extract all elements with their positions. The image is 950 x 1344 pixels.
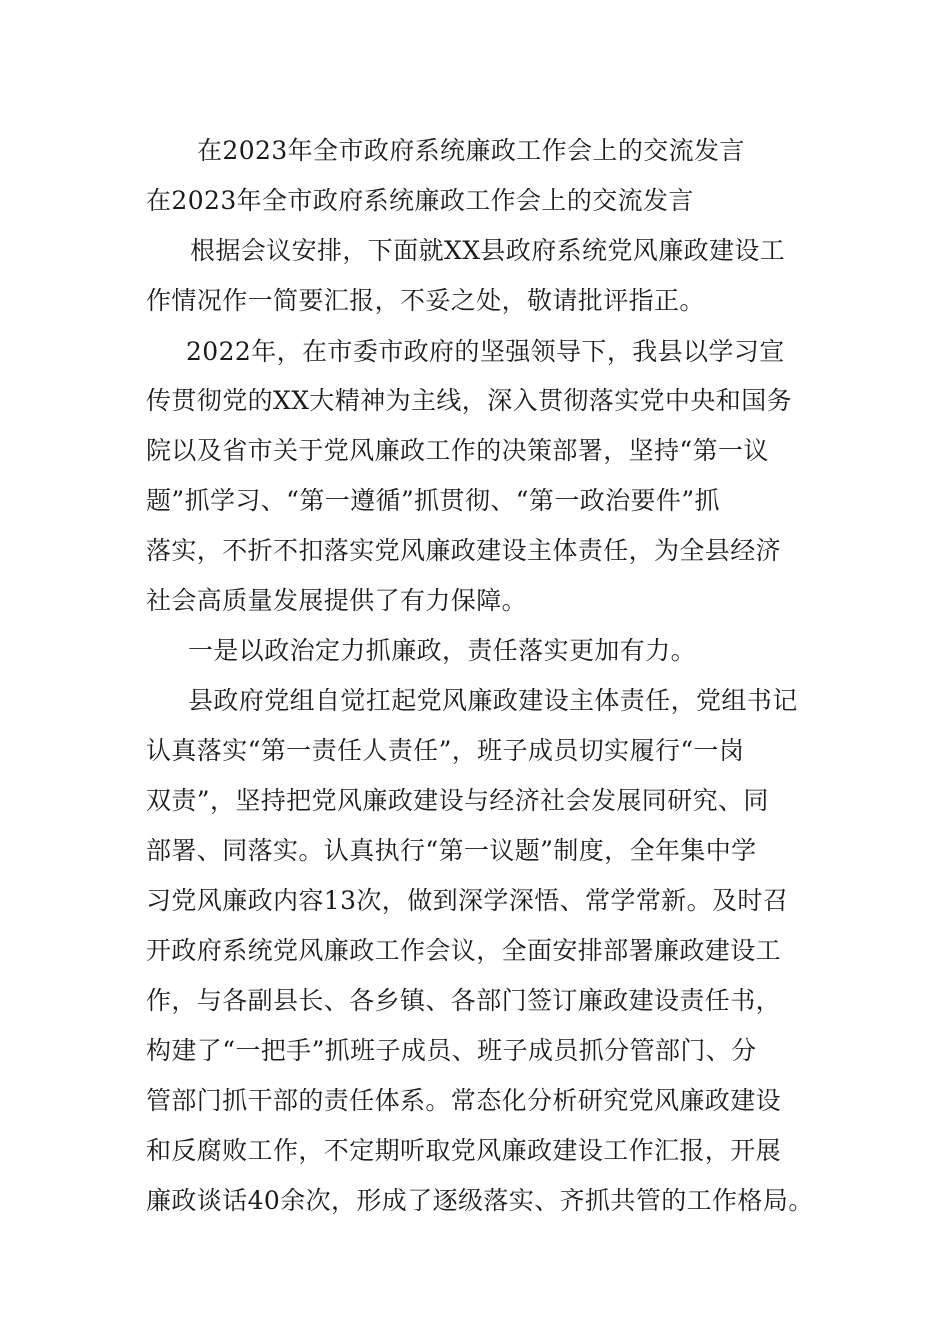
body-line: 落实，不折不扣落实党风廉政建设主体责任，为全县经济 bbox=[146, 536, 782, 565]
body-line: 传贯彻党的XX大精神为主线，深入贯彻落实党中央和国务 bbox=[146, 386, 792, 415]
body-line: 社会高质量发展提供了有力保障。 bbox=[146, 586, 528, 615]
body-line: 题”抓学习、“第一遵循”抓贯彻、“第一政治要件”抓 bbox=[146, 486, 720, 515]
body-line: 院以及省市关于党风廉政工作的决策部署，坚持“第一议 bbox=[146, 436, 769, 465]
body-line: 县政府党组自觉扛起党风廉政建设主体责任，党组书记 bbox=[188, 686, 798, 715]
body-line: 2022年，在市委市政府的坚强领导下，我县以学习宣 bbox=[186, 337, 785, 366]
body-line: 根据会议安排，下面就XX县政府系统党风廉政建设工 bbox=[190, 236, 786, 265]
document-title: 在2023年全市政府系统廉政工作会上的交流发言 bbox=[146, 186, 694, 215]
body-line: 开政府系统党风廉政工作会议，全面安排部署廉政建设工 bbox=[146, 936, 782, 965]
body-line: 廉政谈话40余次，形成了逐级落实、齐抓共管的工作格局。 bbox=[146, 1186, 814, 1215]
body-line: 作情况作一简要汇报，不妥之处，敬请批评指正。 bbox=[146, 286, 705, 315]
body-line: 和反腐败工作，不定期听取党风廉政建设工作汇报，开展 bbox=[146, 1136, 782, 1165]
body-line: 构建了“一把手”抓班子成员、班子成员抓分管部门、分 bbox=[146, 1036, 757, 1065]
section-heading: 一是以政治定力抓廉政，责任落实更加有力。 bbox=[188, 636, 697, 665]
body-line: 作，与各副县长、各乡镇、各部门签订廉政建设责任书， bbox=[146, 986, 782, 1015]
body-line: 双责”，坚持把党风廉政建设与经济社会发展同研究、同 bbox=[146, 786, 769, 815]
body-line: 认真落实“第一责任人责任”，班子成员切实履行“一岗 bbox=[146, 736, 745, 765]
body-line: 习党风廉政内容13次，做到深学深悟、常学常新。及时召 bbox=[146, 886, 789, 915]
header-title: 在2023年全市政府系统廉政工作会上的交流发言 bbox=[197, 136, 745, 165]
body-line: 管部门抓干部的责任体系。常态化分析研究党风廉政建设 bbox=[146, 1086, 782, 1115]
body-line: 部署、同落实。认真执行“第一议题”制度，全年集中学 bbox=[146, 836, 757, 865]
